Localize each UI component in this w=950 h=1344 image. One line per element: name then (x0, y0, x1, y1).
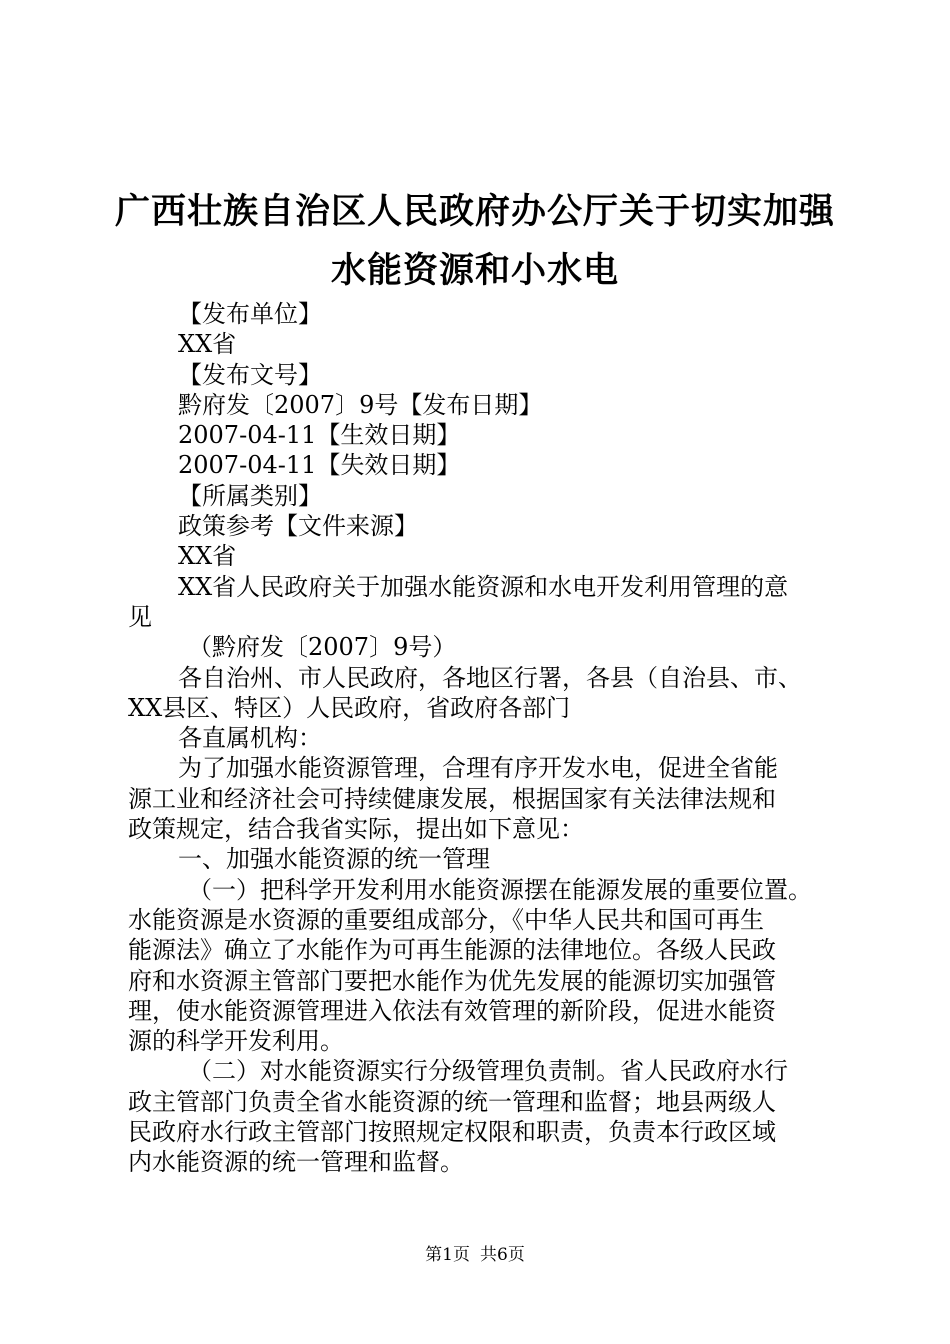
body-line: 黔府发〔2007〕9号【发布日期】 (178, 390, 543, 419)
body-line: 各自治州、市人民政府，各地区行署，各县（自治县、市、 (178, 663, 802, 692)
body-line: XX省人民政府关于加强水能资源和水电开发利用管理的意 (178, 572, 789, 601)
body-line: 政策参考【文件来源】 (178, 512, 418, 541)
body-line: 【所属类别】 (178, 481, 322, 510)
body-line: 能源法》确立了水能作为可再生能源的法律地位。各级人民政 (128, 936, 776, 965)
document-title-line-1: 广西壮族自治区人民政府办公厅关于切实加强 (114, 191, 835, 232)
body-line: （一）把科学开发利用水能资源摆在能源发展的重要位置。 (188, 875, 812, 904)
body-line: 府和水资源主管部门要把水能作为优先发展的能源切实加强管 (128, 966, 776, 995)
body-line: 民政府水行政主管部门按照规定权限和职责，负责本行政区域 (128, 1118, 776, 1147)
body-line: XX县区、特区）人民政府，省政府各部门 (128, 693, 571, 722)
body-line: 水能资源是水资源的重要组成部分，《中华人民共和国可再生 (128, 905, 764, 934)
body-line: 各直属机构： (178, 724, 322, 753)
body-line: （黔府发〔2007〕9号） (188, 633, 457, 662)
document-body (128, 299, 843, 1178)
page-total: 共6页 (480, 1245, 525, 1265)
body-line: 内水能资源的统一管理和监督。 (128, 1148, 464, 1177)
body-line: 2007-04-11【生效日期】 (178, 421, 461, 450)
body-line: 【发布单位】 (178, 300, 322, 328)
document-title-line-2: 水能资源和小水电 (330, 250, 619, 291)
body-line: 为了加强水能资源管理，合理有序开发水电，促进全省能 (178, 754, 778, 783)
body-line: 政主管部门负责全省水能资源的统一管理和监督；地县两级人 (128, 1087, 776, 1116)
page-footer (0, 1243, 950, 1267)
body-line: 一、加强水能资源的统一管理 (178, 845, 490, 874)
body-line: XX省 (178, 330, 237, 359)
page-number: 第1页 (425, 1245, 470, 1265)
body-line: 见 (128, 602, 152, 631)
body-line: （二）对水能资源实行分级管理负责制。省人民政府水行 (188, 1057, 788, 1086)
body-line: 2007-04-11【失效日期】 (178, 451, 461, 480)
body-line: 理，使水能资源管理进入依法有效管理的新阶段，促进水能资 (128, 996, 776, 1025)
body-line: 源的科学开发利用。 (128, 1027, 344, 1056)
body-line: 源工业和经济社会可持续健康发展，根据国家有关法律法规和 (128, 784, 776, 813)
body-line: XX省 (178, 542, 237, 571)
body-line: 【发布文号】 (178, 360, 322, 389)
body-line: 政策规定，结合我省实际，提出如下意见： (128, 815, 584, 844)
